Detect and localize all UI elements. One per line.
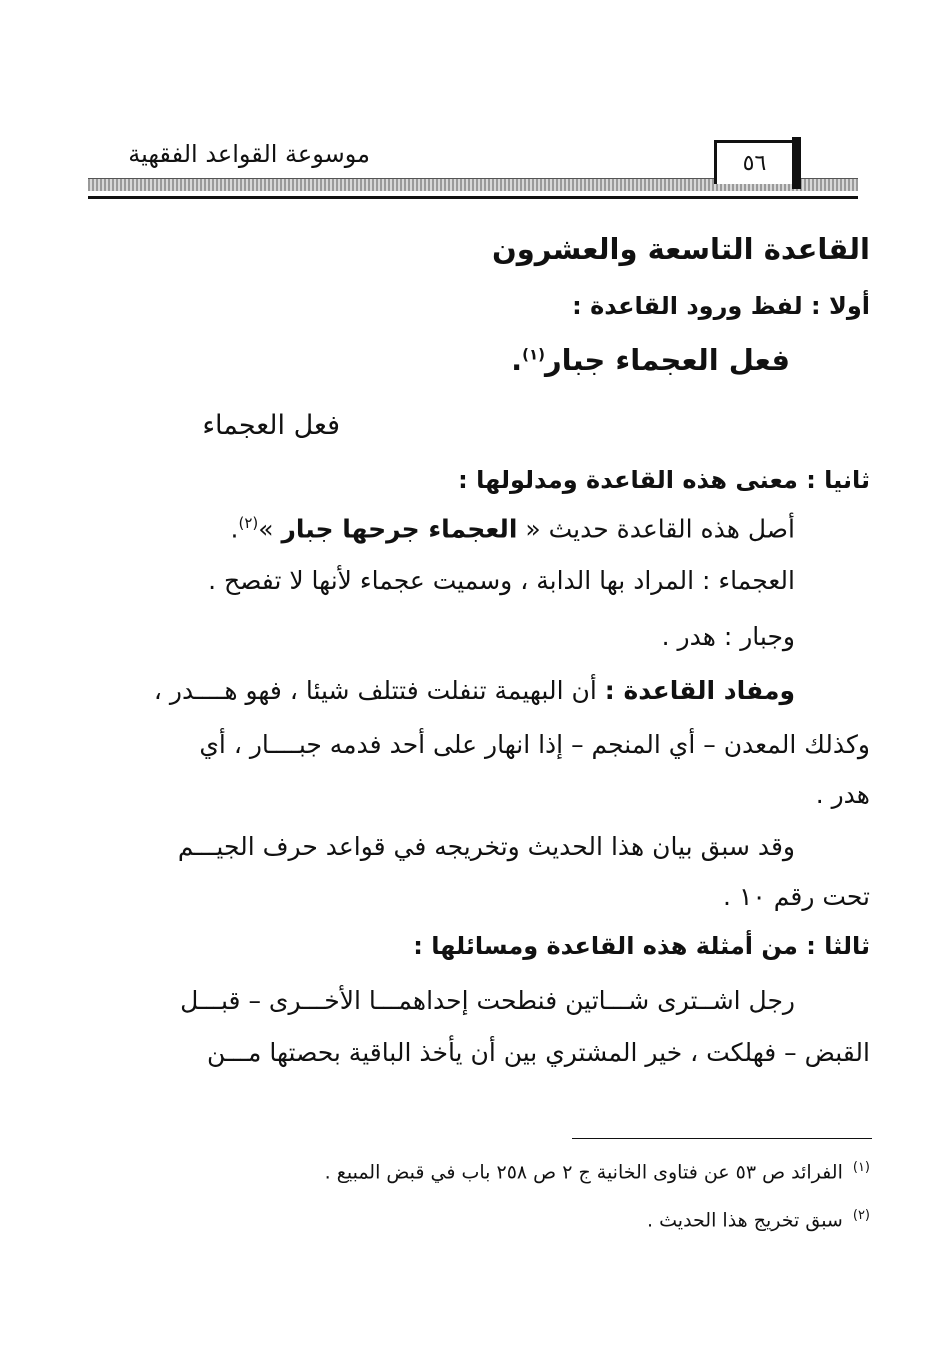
footnote-rule	[572, 1138, 872, 1139]
footnote-2-text: سبق تخريج هذا الحديث .	[647, 1209, 843, 1232]
origin-hadith: العجماء جرحها جبار	[281, 514, 518, 544]
origin-suffix: »	[258, 514, 274, 544]
section3-heading: ثالثا : من أمثلة هذه القاعدة ومسائلها :	[413, 932, 870, 960]
page-number-bar	[792, 137, 801, 189]
previous-reference-line1: وقد سبق بيان هذا الحديث وتخريجه في قواعد حرف الجيـــم	[177, 832, 795, 861]
mufad-text: أن البهيمة تنفلت فتتلف شيئا ، فهو هــــدر ،	[153, 676, 597, 705]
running-title: موسوعة القواعد الفقهية	[128, 140, 370, 168]
mufad-continuation: وكذلك المعدن – أي المنجم – إذا انهار على أحد فدمه جبــــار ، أي	[199, 730, 870, 759]
footnote-1-text: الفرائد ص ٥٣ عن فتاوى الخانية ج ٢ ص ٢٥٨ باب في قبض المبيع .	[324, 1161, 843, 1184]
origin-end: .	[230, 514, 239, 544]
rule-text: فعل العجماء جبار	[544, 343, 790, 377]
rule-end: .	[511, 343, 523, 377]
ajma-definition: العجماء : المراد بها الدابة ، وسميت عجماء لأنها لا تفصح .	[208, 566, 795, 595]
footnote-2	[95, 1208, 870, 1231]
section1-heading: أولا : لفظ ورود القاعدة :	[572, 292, 870, 320]
origin-prefix: أصل هذه القاعدة حديث «	[525, 514, 795, 544]
footnote-2-mark: (٢)	[852, 1208, 870, 1223]
rule-title: القاعدة التاسعة والعشرون	[491, 232, 870, 266]
example-line1: رجل اشــترى شـــاتين فنطحت إحداهمـــا الأخـــرى – قبـــل	[180, 986, 795, 1015]
origin-note-mark: (٢)	[238, 514, 259, 532]
mufad-end: هدر .	[815, 780, 870, 809]
page-number: ٥٦	[714, 140, 792, 184]
rule-repeat: فعل العجماء	[202, 410, 340, 441]
mufad-paragraph	[95, 676, 795, 705]
footnote-1	[95, 1160, 870, 1183]
footnote-1-mark: (١)	[852, 1160, 870, 1175]
rule-note-mark: (١)	[522, 345, 545, 364]
example-line2: القبض – فهلكت ، خير المشتري بين أن يأخذ الباقية بحصتها مـــن	[207, 1038, 870, 1067]
header-rule	[88, 196, 858, 199]
origin-paragraph	[95, 514, 795, 543]
previous-reference-line2: تحت رقم ١٠ .	[723, 882, 870, 911]
mufad-label: ومفاد القاعدة :	[604, 676, 795, 705]
section2-heading: ثانيا : معنى هذه القاعدة ومدلولها :	[458, 466, 870, 494]
rule-statement	[95, 343, 790, 377]
jubar-definition: وجبار : هدر .	[661, 622, 795, 651]
